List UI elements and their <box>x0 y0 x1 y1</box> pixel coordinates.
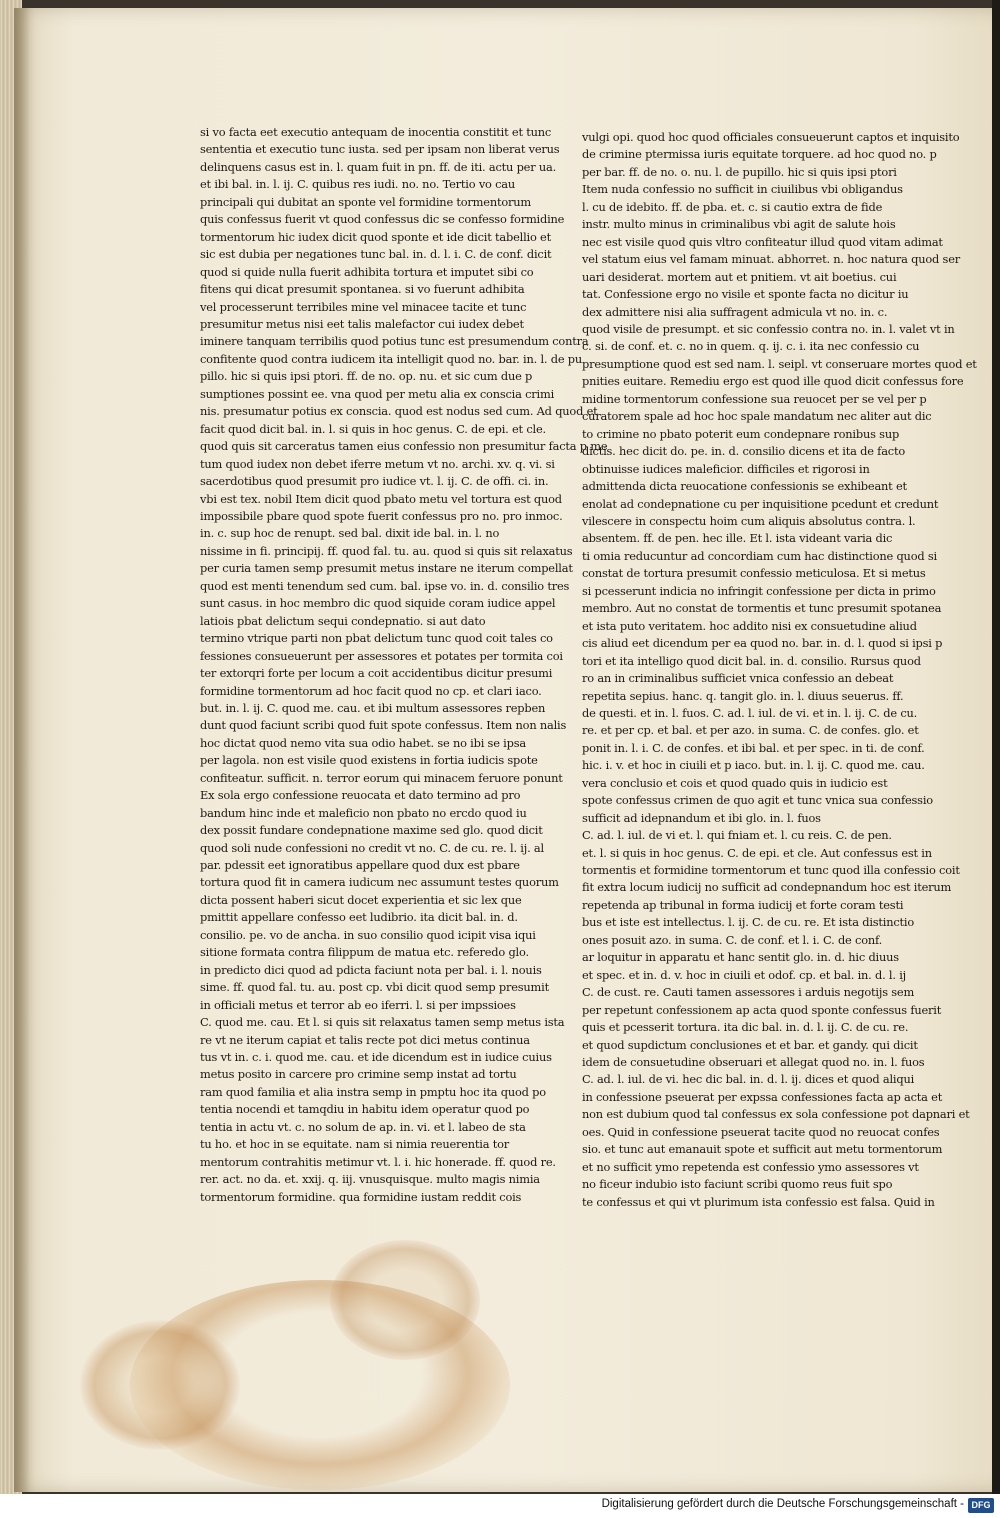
text-line: sio. et tunc aut emanauit spote et sufficit aut metu tormentorum <box>582 1142 943 1157</box>
text-line: spote confessus crimen de quo agit et tunc vnica sua confessio <box>582 793 933 808</box>
text-line: repetita sepius. hanc. q. tangit glo. in. l. diuus seuerus. ff. <box>582 688 904 703</box>
text-line: idem de consuetudine obseruari et allegat quod no. in. l. fuos <box>582 1055 925 1070</box>
text-line: sumptiones possint ee. vna quod per metu alia ex conscia crimi <box>200 386 555 401</box>
text-line: quod visile de presumpt. et sic confessio contra no. in. l. valet vt in <box>582 321 955 336</box>
text-line: delinquens casus est in. l. quam fuit in pn. ff. de iti. actu per ua. <box>200 159 557 174</box>
text-line: tormentorum formidine. qua formidine iustam reddit cois <box>200 1189 522 1204</box>
text-line: re. et per cp. et bal. et per azo. in suma. C. de confes. glo. et <box>582 723 919 738</box>
text-line: in predicto dici quod ad pdicta faciunt nota per bal. i. l. nouis <box>200 962 542 977</box>
text-line: ro an in criminalibus sufficiet vnica confessio an debeat <box>582 671 894 686</box>
text-line: hoc dictat quod nemo vita sua odio habet. se no ibi se ipsa <box>200 735 526 750</box>
text-line: ar loquitur in apparatu et hanc sentit glo. in. d. hic diuus <box>582 950 899 965</box>
text-line: tentia nocendi et tamqdiu in habitu idem operatur quod po <box>200 1102 530 1117</box>
text-line: non est dubium quod tal confessus ex sola confessione pot dapnari et <box>582 1107 970 1122</box>
text-line: admittenda dicta reuocatione confessionis se exhibeant et <box>582 479 907 494</box>
text-line: per curia tamen semp presumit metus instare ne iterum compellat <box>200 561 573 576</box>
text-line: dunt quod faciunt scribi quod fuit spote confessus. Item non nalis <box>200 718 567 733</box>
text-line: rer. act. no da. et. xxij. q. iij. vnusquisque. multo magis nimia <box>200 1172 540 1187</box>
text-line: et no sufficit ymo repetenda est confessio ymo assessores vt <box>582 1159 919 1174</box>
text-line: l. cu de idebito. ff. de pba. et. c. si cautio extra de fide <box>582 199 883 214</box>
text-line: impossibile pbare quod spote fuerit confessus pro no. pro inmoc. <box>200 508 563 523</box>
text-line: uari desiderat. mortem aut et pnitiem. vt ait boetius. cui <box>582 269 897 284</box>
text-line: sitione formata contra filippum de matua etc. referedo glo. <box>200 945 529 960</box>
text-line: confiteatur. sufficit. n. terror eorum qui minacem feruore ponunt <box>200 770 563 785</box>
text-line: tori et ita intelligo quod dicit bal. in. d. consilio. Rursus quod <box>582 653 921 668</box>
text-line: si pcesserunt indicia no infringit confessione per dicta in primo <box>582 583 936 598</box>
text-line: termino vtrique parti non pbat delictum tunc quod coit tales co <box>200 631 553 646</box>
text-line: quis confessus fuerit vt quod confessus dic se confesso formidine <box>200 212 565 227</box>
text-line: sunt casus. in hoc membro dic quod siquide coram iudice appel <box>200 596 556 611</box>
text-line: ter extorqri forte per locum a coit accidentibus dicitur presumi <box>200 666 553 681</box>
text-line: dictis. hec dicit do. pe. in. d. consilio dicens et ita de facto <box>582 444 906 459</box>
text-line: tormentis et formidine tormentorum et tunc quod illa confessio coit <box>582 863 960 878</box>
text-line: quod est menti tenendum sed cum. bal. ipse vo. in. d. consilio tres <box>200 578 570 593</box>
text-line: ones posuit azo. in suma. C. de conf. et l. i. C. de conf. <box>582 932 883 947</box>
text-line: vulgi opi. quod hoc quod officiales consueuerunt captos et inquisito <box>582 130 960 144</box>
text-line: curatorem spale ad hoc hoc spale mandatum nec aliter aut dic <box>582 409 932 424</box>
text-line: facit quod dicit bal. in. l. si quis in hoc genus. C. de epi. et cle. <box>200 421 546 436</box>
text-line: no ficeur indubio isto faciunt scribi quomo reus fuit spo <box>582 1177 893 1192</box>
text-line: in. c. sup hoc de renupt. sed bal. dixit ide bal. in. l. no <box>200 526 500 541</box>
scan-border <box>992 0 1000 1494</box>
text-line: C. quod me. cau. Et l. si quis sit relaxatus tamen semp metus ista <box>200 1015 565 1030</box>
text-line: consilio. pe. vo de ancha. in suo consilio quod icipit visa iqui <box>200 927 536 942</box>
text-line: tentia in actu vt. c. no solum de ap. in. vi. et l. labeo de sta <box>200 1119 526 1134</box>
text-line: per repetunt confessionem ap acta quod sponte confessus fuerit <box>582 1002 942 1017</box>
footer-bar <box>0 1494 1000 1518</box>
text-line: mentorum contrahitis metimur vt. l. i. hic honerade. ff. quod re. <box>200 1154 556 1169</box>
text-line: Item nuda confessio no sufficit in ciuilibus vbi obligandus <box>582 182 903 197</box>
text-line: C. ad. l. iul. de vi. hec dic bal. in. d. l. ij. dices et quod aliqui <box>582 1072 915 1087</box>
text-line: sufficit ad idepnandum et ibi glo. in. l. fuos <box>582 810 821 825</box>
text-line: dicta possent haberi sicut docet experientia et sic lex que <box>200 892 522 907</box>
text-line: per bar. ff. de no. o. nu. l. de pupillo. hic si quis ipsi ptori <box>582 164 897 179</box>
text-line: ram quod familia et alia instra semp in pmptu hoc ita quod po <box>200 1084 546 1099</box>
text-line: constat de tortura presumit confessio meticulosa. Et si metus <box>582 566 926 581</box>
page-fold-shadow <box>14 8 30 1492</box>
text-line: iminere tanquam terribilis quod potius tunc est presumendum contra <box>200 334 589 349</box>
text-line: instr. multo minus in criminalibus vbi agit de salute hois <box>582 217 896 232</box>
text-line: nec est visile quod quis vltro confiteatur illud quod vitam adimat <box>582 234 943 249</box>
text-line: et spec. et in. d. v. hoc in ciuili et odof. cp. et bal. in. d. l. ij <box>582 967 906 982</box>
text-line: pmittit appellare confesso eet ludibrio. ita dicit bal. in. d. <box>200 910 518 925</box>
text-line: vera conclusio et cois et quod quado quis in iudicio est <box>582 775 888 790</box>
text-line: ti omia reducuntur ad concordiam cum hac distinctione quod si <box>582 548 937 563</box>
text-line: et. l. si quis in hoc genus. C. de epi. et cle. Aut confessus est in <box>582 845 932 860</box>
text-line: ponit in. l. i. C. de confes. et ibi bal. et per spec. in ti. de conf. <box>582 740 925 755</box>
text-line: metus posito in carcere pro crimine semp instat ad tortu <box>200 1067 517 1082</box>
text-line: nis. presumatur potius ex conscia. quod est nodus sed cum. Ad quod et <box>200 404 598 419</box>
text-line: et ibi bal. in. l. ij. C. quibus res iudi. no. no. Tertio vo cau <box>200 177 516 192</box>
text-line: de questi. et in. l. fuos. C. ad. l. iul. de vi. et in. l. ij. C. de cu. <box>582 705 918 720</box>
text-line: re vt ne iterum capiat et talis recte pot dici metus continua <box>200 1032 530 1047</box>
text-line: oes. Quid in confessione pseuerat tacite quod no reuocat confes <box>582 1124 940 1139</box>
text-line: nissime in fi. principij. ff. quod fal. tu. au. quod si quis sit relaxatus <box>200 543 573 558</box>
text-line: quod si quide nulla fuerit adhibita tortura et imputet sibi co <box>200 264 534 279</box>
text-line: principali qui dubitat an sponte vel formidine tormentorum <box>200 194 531 209</box>
text-line: par. pdessit eet ignoratibus appellare quod dux est pbare <box>200 858 520 873</box>
text-line: fessiones consueuerunt per assessores et potates per tormita coi <box>200 648 563 663</box>
text-line: formidine tormentorum ad hoc facit quod no cp. et clari iaco. <box>200 683 542 698</box>
text-line: sime. ff. quod fal. tu. au. post cp. vbi dicit quod semp presumit <box>200 980 549 995</box>
text-line: dex possit fundare condepnatione maxime sed glo. quod dicit <box>200 823 543 838</box>
text-line: C. ad. l. iul. de vi et. l. qui fniam et. l. cu reis. C. de pen. <box>582 828 892 843</box>
text-line: bandum hinc inde et maleficio non pbato no ercdo quod iu <box>200 805 527 820</box>
text-line: vbi est tex. nobil Item dicit quod pbato metu vel tortura est quod <box>200 491 562 506</box>
text-line: latiois pbat delictum sequi condepnatio. si aut dato <box>200 613 486 628</box>
text-line: fitens qui dicat presumit spontanea. si vo fuerunt adhibita <box>200 282 525 297</box>
text-line: enolat ad condepnatione cu per inquisitione pcedunt et credunt <box>582 496 939 511</box>
text-line: confitente quod contra iudicem ita intelligit quod no. bar. in. l. de pu <box>200 351 583 366</box>
text-line: tus vt in. c. i. quod me. cau. et ide dicendum est in iudice cuius <box>200 1050 552 1065</box>
text-line: repetenda ap tribunal in forma iudicij et forte coram testi <box>582 897 904 912</box>
text-line: but. in. l. ij. C. quod me. cau. et ibi multum assessores repben <box>200 700 546 715</box>
text-line: pnities euitare. Remediu ergo est quod ille quod dicit confessus fore <box>582 374 964 389</box>
text-line: vilescere in conspectu hoim cum aliquis absolutus contra. l. <box>582 513 916 528</box>
text-line: presumitur metus nisi eet talis malefactor cui iudex debet <box>200 316 524 331</box>
text-line: C. de cust. re. Cauti tamen assessores i arduis negotijs sem <box>582 985 915 1000</box>
text-line: to crimine no pbato poterit eum condepnare ronibus sup <box>582 426 900 441</box>
text-line: sic est dubia per negationes tunc bal. in. d. l. i. C. de conf. dicit <box>200 247 552 262</box>
left-text-column <box>200 124 608 1206</box>
text-line: tortura quod fit in camera iudicum nec assumunt testes quorum <box>200 875 559 890</box>
text-line: absentem. ff. de pen. hec ille. Et l. ista videant varia dic <box>582 531 893 546</box>
text-line: et ista puto veritatem. hoc addito nisi ex consuetudine aliud <box>582 618 917 633</box>
text-line: et quod supdictum conclusiones et et bar. et gandy. qui dicit <box>582 1037 918 1052</box>
text-line: hic. i. v. et hoc in ciuili et p iaco. but. in. l. ij. C. quod me. cau. <box>582 758 925 773</box>
text-line: Ex sola ergo confessione reuocata et dato termino ad pro <box>200 788 521 803</box>
text-line: pillo. hic si quis ipsi ptori. ff. de no. op. nu. et sic cum due p <box>200 369 533 384</box>
text-line: in confessione pseuerat per expssa confessiones facta ap acta et <box>582 1089 943 1104</box>
text-line: midine tormentorum confessione sua reuocet per se vel per p <box>582 391 927 406</box>
text-line: in officiali metus et terror ab eo iferri. l. si per impssioes <box>200 997 516 1012</box>
text-line: per lagola. non est visile quod existens in fortia iudicis spote <box>200 753 538 768</box>
text-line: te confessus et qui vt plurimum ista confessio est falsa. Quid in <box>582 1194 935 1209</box>
text-line: c. si. de conf. et. c. no in quem. q. ij. c. i. ita nec confessio cu <box>582 339 920 354</box>
text-line: tat. Confessione ergo no visile et sponte facta no dicitur iu <box>582 287 909 302</box>
text-line: dex admittere nisi alia suffragent admicula vt no. in. c. <box>582 304 888 319</box>
text-line: si vo facta eet executio antequam de inocentia constitit et tunc <box>200 125 552 139</box>
text-line: quod quis sit carceratus tamen eius confessio non presumitur facta p me <box>200 439 608 454</box>
dfg-logo: DFG <box>968 1498 994 1513</box>
right-text-column <box>582 129 977 1211</box>
text-line: presumptione quod est sed nam. l. seipl. vt conseruare mortes quod et <box>582 356 977 371</box>
text-line: tormentorum hic iudex dicit quod sponte et ide dicit tabellio et <box>200 229 551 244</box>
text-line: quis et pcesserit tortura. ita dic bal. in. d. l. ij. C. de cu. re. <box>582 1020 909 1035</box>
text-line: quod soli nude confessioni no credit vt no. C. de cu. re. l. ij. al <box>200 840 544 855</box>
text-line: membro. Aut no constat de tormentis et tunc presumit spotanea <box>582 601 942 616</box>
text-line: vel processerunt terribiles mine vel minacee tacite et tunc <box>200 299 527 314</box>
funding-credit: Digitalisierung gefördert durch die Deutsche Forschungsgemeinschaft - <box>601 1498 964 1510</box>
text-line: sacerdotibus quod presumit pro iudice vt. l. ij. C. de offi. ci. in. <box>200 474 549 489</box>
text-line: tu ho. et hoc in se equitate. nam si nimia reuerentia tor <box>200 1137 510 1152</box>
text-line: bus et iste est intellectus. l. ij. C. de cu. re. Et ista distinctio <box>582 915 915 930</box>
text-line: tum quod iudex non debet iferre metum vt no. archi. xv. q. vi. si <box>200 456 555 471</box>
text-line: de crimine ptermissa iuris equitate torquere. ad hoc quod no. p <box>582 147 937 162</box>
text-line: vel statum eius vel famam minuat. abhorret. n. hoc natura quod ser <box>582 252 960 267</box>
text-line: obtinuisse iudices maleficior. difficiles et rigorosi in <box>582 461 870 476</box>
text-line: fit extra locum iudicij no sufficit ad condepnandum hoc est iterum <box>582 880 952 895</box>
text-line: sententia et executio tunc iusta. sed per ipsam non liberat verus <box>200 142 560 157</box>
text-line: cis aliud eet dicendum per ea quod no. bar. in. d. l. quod si ipsi p <box>582 636 943 651</box>
